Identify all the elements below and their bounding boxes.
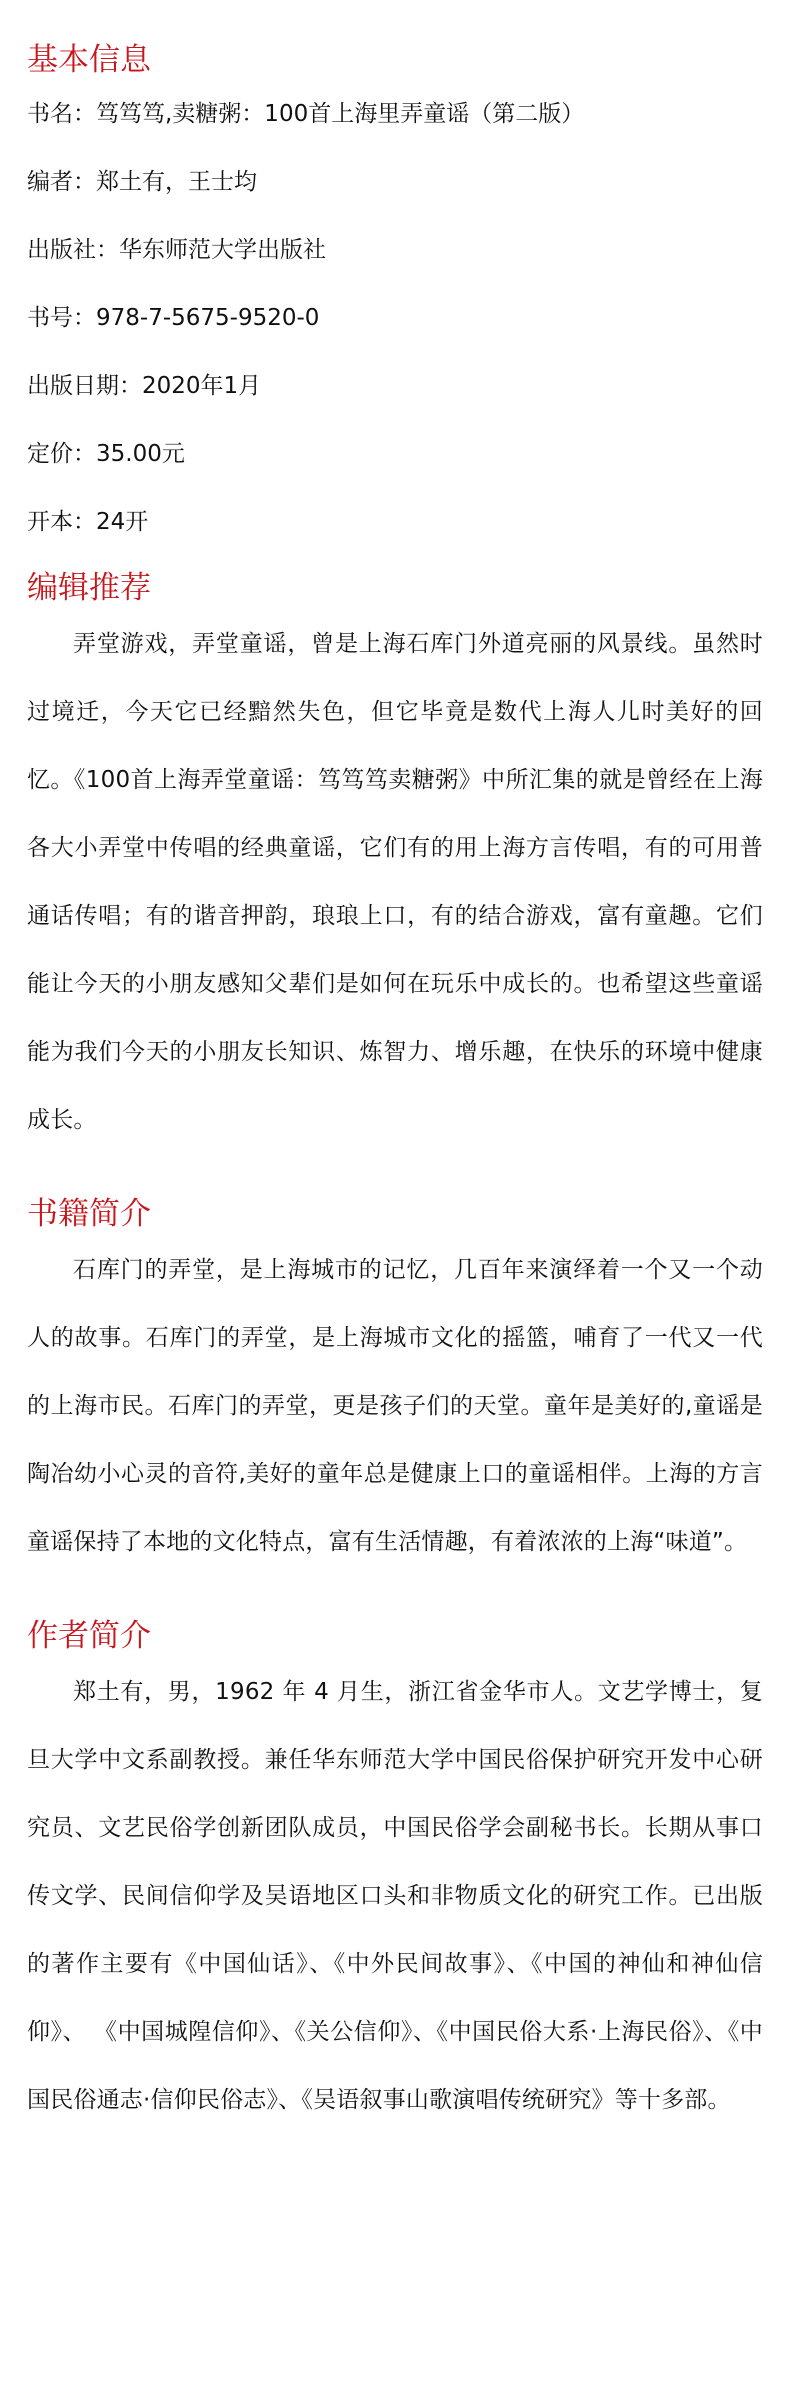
info-row-publisher <box>27 216 763 284</box>
info-row-editor <box>27 148 763 216</box>
info-label: 编者： <box>27 169 96 195</box>
info-value: 笃笃笃,卖糖粥：100首上海里弄童谣（第二版） <box>96 101 585 127</box>
info-label: 出版日期： <box>27 373 142 399</box>
info-row-format <box>27 488 763 556</box>
info-value: 978-7-5675-9520-0 <box>96 305 320 331</box>
info-row-publish-date <box>27 352 763 420</box>
info-row-book-name <box>27 80 763 148</box>
info-value: 2020年1月 <box>142 373 262 399</box>
info-row-isbn <box>27 284 763 352</box>
info-value: 郑土有，王士均 <box>96 169 257 195</box>
basic-info-list <box>27 80 763 556</box>
author-intro-title: 作者简介 <box>27 1618 151 1654</box>
editor-recommend-text: 弄堂游戏，弄堂童谣，曾是上海石库门外道亮丽的风景线。虽然时过境迁，今天它已经黯然失色，但它毕竟是数代上海人儿时美好的回忆。《100首上海弄堂童谣：笃笃笃卖糖粥》中所汇集的就是曾经在上海各大小弄堂中传唱的经典童谣，它们有的用上海方言传唱，有的可用普通话传唱；有的谐音押韵，琅琅上口，有的结合游戏，富有童趣。它们能让今天的小朋友感知父辈们是如何在玩乐中成长的。也希望这些童谣能为我们今天的小朋友长知识、炼智力、增乐趣，在快乐的环境中健康成长。 <box>27 631 763 1133</box>
info-value: 华东师范大学出版社 <box>119 237 326 263</box>
basic-info-title: 基本信息 <box>27 42 151 78</box>
author-intro-text: 郑土有，男，1962 年 4 月生，浙江省金华市人。文艺学博士，复旦大学中文系副教授。兼任华东师范大学中国民俗保护研究开发中心研究员、文艺民俗学创新团队成员，中国民俗学会副秘书长。长期从事口传文学、民间信仰学及吴语地区口头和非物质文化的研究工作。已出版的著作主要有《中国仙话》、《中外民间故事》、《中国的神仙和神仙信仰》、 《中国城隍信仰》、《关公信仰》、《中国民俗大系·上海民俗》、《中国民俗通志·信仰民俗志》、《吴语叙事山歌演唱传统研究》等十多部。 <box>27 1679 763 2113</box>
info-label: 开本： <box>27 509 96 535</box>
info-row-price <box>27 420 763 488</box>
editor-recommend-title: 编辑推荐 <box>27 570 151 606</box>
info-label: 书号： <box>27 305 96 331</box>
book-intro-title: 书籍简介 <box>27 1196 151 1232</box>
info-value: 24开 <box>96 509 149 535</box>
info-label: 出版社： <box>27 237 119 263</box>
info-label: 书名： <box>27 101 96 127</box>
info-label: 定价： <box>27 441 96 467</box>
info-value: 35.00元 <box>96 441 185 467</box>
book-intro-text: 石库门的弄堂，是上海城市的记忆，几百年来演绎着一个又一个动人的故事。石库门的弄堂，是上海城市文化的摇篮，哺育了一代又一代的上海市民。石库门的弄堂，更是孩子们的天堂。童年是美好的,童谣是陶冶幼小心灵的音符,美好的童年总是健康上口的童谣相伴。上海的方言童谣保持了本地的文化特点，富有生活情趣，有着浓浓的上海“味道”。 <box>27 1257 763 1555</box>
